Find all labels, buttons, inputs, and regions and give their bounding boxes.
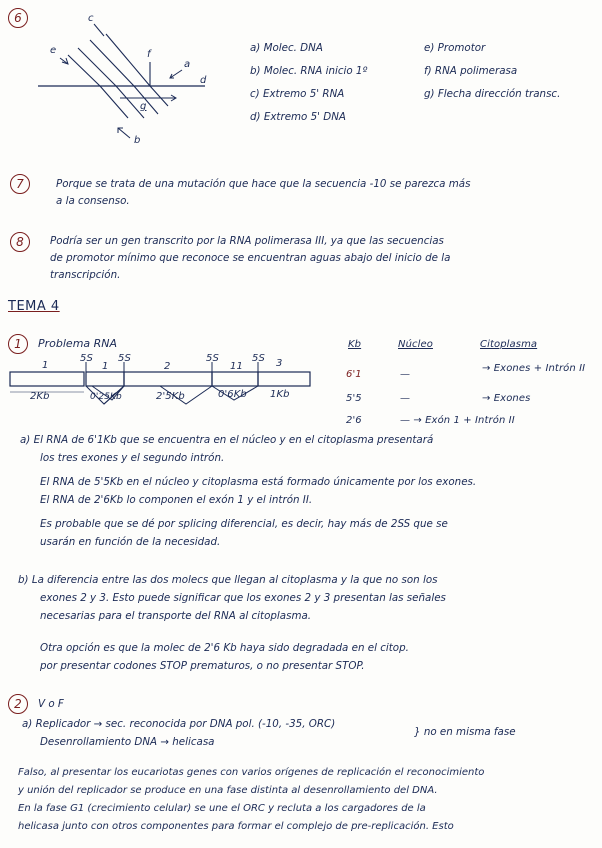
legend-c: c) Extremo 5' RNA [250, 88, 345, 100]
row-1-cito: → Exones + Intrón II [482, 363, 586, 374]
table-header-nucleo: Núcleo [398, 339, 433, 350]
q8-line-2: de promotor mínimo que reconoce se encuentran aguas abajo del inicio de la [50, 252, 451, 264]
section-title: TEMA 4 [8, 299, 60, 314]
p1-b-line-5: por presentar codones STOP prematuros, o no presentar STOP. [40, 660, 365, 672]
label-c: c [88, 13, 94, 24]
problem-1-title: Problema RNA [38, 337, 118, 350]
q8-line-1: Podría ser un gen transcrito por la RNA polimerasa III, ya que las secuencias [50, 235, 444, 247]
ss-label-4: 5S [252, 353, 265, 364]
p2-line-3: En la fase G1 (crecimiento celular) se une el ORC y recluta a los cargadores de la [18, 803, 426, 814]
p1-b-line-1: b) La diferencia entre las dos molecs que llegan al citoplasma y la que no son los [18, 574, 438, 586]
row-2-kb: 5'5 [346, 393, 362, 404]
problem-2-number: 2 [8, 694, 28, 714]
p1-a-line-1: a) El RNA de 6'1Kb que se encuentra en el núcleo y en el citoplasma presentará [20, 434, 434, 446]
label-g: g [140, 101, 147, 112]
q7-line-2: a la consenso. [56, 195, 130, 207]
p1-b-line-2: exones 2 y 3. Esto puede significar que los exones 2 y 3 presentan las señales [40, 592, 446, 604]
size-label-4: 0'6Kb [218, 389, 247, 400]
size-label-5: 1Kb [270, 389, 290, 400]
size-label-1: 2Kb [30, 391, 50, 402]
p2-brace-note: } no en misma fase [414, 726, 516, 738]
segment-label-5: 3 [276, 358, 283, 369]
q8-line-3: transcripción. [50, 269, 121, 281]
p1-a-line-4: El RNA de 2'6Kb lo componen el exón 1 y el intrón II. [40, 494, 313, 506]
size-label-2: 0'25Kb [90, 392, 122, 402]
legend-e: e) Promotor [424, 42, 486, 54]
segment-label-2: 1 [102, 361, 109, 372]
label-a: a [184, 59, 191, 70]
p2-line-1: Falso, al presentar los eucariotas genes con varios orígenes de replicación el reconocimiento [18, 767, 485, 778]
p1-a-line-2: los tres exones y el segundo intrón. [40, 452, 225, 464]
p1-b-line-3: necesarias para el transporte del RNA al citoplasma. [40, 610, 312, 622]
p2-line-2: y unión del replicador se produce en una fase distinta al desenrollamiento del DNA. [18, 785, 438, 796]
segment-label-4: 11 [230, 361, 243, 372]
row-2-nucleo: — [400, 393, 411, 404]
q7-line-1: Porque se trata de una mutación que hace que la secuencia -10 se parezca más [56, 178, 471, 190]
row-3-nucleo: — → Exón 1 + Intrón II [400, 415, 515, 426]
label-b: b [134, 135, 141, 146]
row-2-cito: → Exones [482, 393, 531, 404]
ss-label-2: 5S [118, 353, 131, 364]
label-f: f [147, 49, 151, 60]
ss-label-1: 5S [80, 353, 93, 364]
table-header-citoplasma: Citoplasma [480, 339, 538, 350]
question-6-number: 6 [8, 8, 28, 28]
segment-label-1: 1 [42, 360, 49, 371]
legend-g: g) Flecha dirección transc. [424, 88, 561, 100]
legend-b: b) Molec. RNA inicio 1º [250, 65, 368, 77]
problem-1-number: 1 [8, 334, 28, 354]
p1-a-line-3: El RNA de 5'5Kb en el núcleo y citoplasma está formado únicamente por los exones. [40, 476, 477, 488]
row-1-nucleo: — [400, 369, 411, 380]
size-label-3: 2'5Kb [156, 391, 185, 402]
label-e: e [50, 45, 57, 56]
p1-a-line-6: usarán en función de la necesidad. [40, 536, 221, 548]
segment-label-3: 2 [164, 361, 171, 372]
label-d: d [200, 75, 207, 86]
p2-a-line-2: Desenrollamiento DNA → helicasa [40, 736, 215, 748]
p2-line-4: helicasa junto con otros componentes para formar el complejo de pre-replicación. Esto [18, 821, 454, 832]
p1-b-line-4: Otra opción es que la molec de 2'6 Kb haya sido degradada en el citop. [40, 642, 409, 654]
p2-a-line-1: a) Replicador → sec. reconocida por DNA pol. (-10, -35, ORC) [22, 718, 336, 730]
row-3-kb: 2'6 [346, 415, 362, 426]
question-8-number: 8 [10, 232, 30, 252]
row-1-kb: 6'1 [346, 369, 362, 380]
legend-a: a) Molec. DNA [250, 42, 323, 54]
problem-2-title: V o F [38, 698, 64, 710]
question-7-number: 7 [10, 174, 30, 194]
legend-f: f) RNA polimerasa [424, 65, 518, 77]
legend-d: d) Extremo 5' DNA [250, 111, 346, 123]
p1-a-line-5: Es probable que se dé por splicing diferencial, es decir, hay más de 2SS que se [40, 518, 448, 530]
table-header-kb: Kb [348, 339, 362, 350]
ss-label-3: 5S [206, 353, 219, 364]
